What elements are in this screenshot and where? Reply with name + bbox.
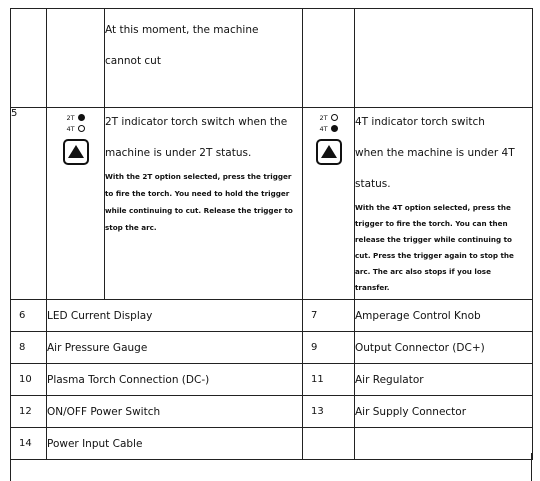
table-row [11,9,533,108]
trigger-button-icon [316,139,342,165]
page-border [10,453,532,481]
triangle-up-icon [321,145,337,158]
trigger-button-icon [63,139,89,165]
item-label: LED Current Display [47,300,303,332]
description-line: cannot cut [105,55,161,67]
item-label: Amperage Control Knob [355,300,533,332]
item-label: Air Pressure Gauge [47,332,303,364]
empty-dot-icon [331,114,338,121]
indicator-label-2t: 2T [319,113,328,122]
item-number: 5 [11,108,47,300]
detail-line: stop the arc. [105,223,157,232]
item-label: Air Regulator [355,364,533,396]
item-number: 13 [303,396,355,428]
description-heading: when the machine is under 4T [355,147,515,159]
detail-line: With the 4T option selected, press the [355,203,511,212]
item-label: ON/OFF Power Switch [47,396,303,428]
empty-cell [11,9,47,108]
indicator-label-4t: 4T [66,124,75,133]
item-label: Output Connector (DC+) [355,332,533,364]
detail-line: while continuing to cut. Release the trigger to [105,206,293,215]
detail-line: transfer. [355,283,390,292]
detail-line: arc. The arc also stops if you lose [355,267,491,276]
component-table [10,8,533,460]
description-heading: status. [355,178,391,190]
table-row [11,332,533,364]
mode-indicator [47,108,104,165]
detail-line: to fire the torch. You need to hold the trigger [105,189,290,198]
detail-line: trigger to fire the torch. You can then [355,219,508,228]
indicator-cell-2t [47,108,105,300]
empty-dot-icon [78,125,85,132]
item-number: 10 [11,364,47,396]
detail-line: With the 2T option selected, press the trigger [105,172,292,181]
indicator-cell-4t [303,108,355,300]
description-line: At this moment, the machine [105,24,259,36]
item-number: 12 [11,396,47,428]
indicator-label-2t: 2T [66,113,75,122]
item-label: Plasma Torch Connection (DC-) [47,364,303,396]
filled-dot-icon [331,125,338,132]
table-row [11,300,533,332]
table-row [11,364,533,396]
filled-dot-icon [78,114,85,121]
item-label: Air Supply Connector [355,396,533,428]
table-row [11,396,533,428]
item-number: 14 [11,428,47,460]
empty-cell [303,9,355,108]
description-cell [105,108,303,300]
description-heading: 2T indicator torch switch when the [105,116,288,128]
detail-line: release the trigger while continuing to [355,235,512,244]
item-number: 7 [303,300,355,332]
detail-line: cut. Press the trigger again to stop the [355,251,514,260]
description-heading: machine is under 2T status. [105,147,252,159]
empty-cell [47,9,105,108]
triangle-up-icon [68,145,84,158]
item-number: 6 [11,300,47,332]
item-label: Power Input Cable [47,428,303,460]
indicator-label-4t: 4T [319,124,328,133]
table-row [11,108,533,300]
item-number: 8 [11,332,47,364]
mode-indicator [303,108,354,165]
description-heading: 4T indicator torch switch [355,116,485,128]
description-cell [105,9,303,108]
empty-cell [355,9,533,108]
item-number: 11 [303,364,355,396]
item-number: 9 [303,332,355,364]
description-cell [355,108,533,300]
